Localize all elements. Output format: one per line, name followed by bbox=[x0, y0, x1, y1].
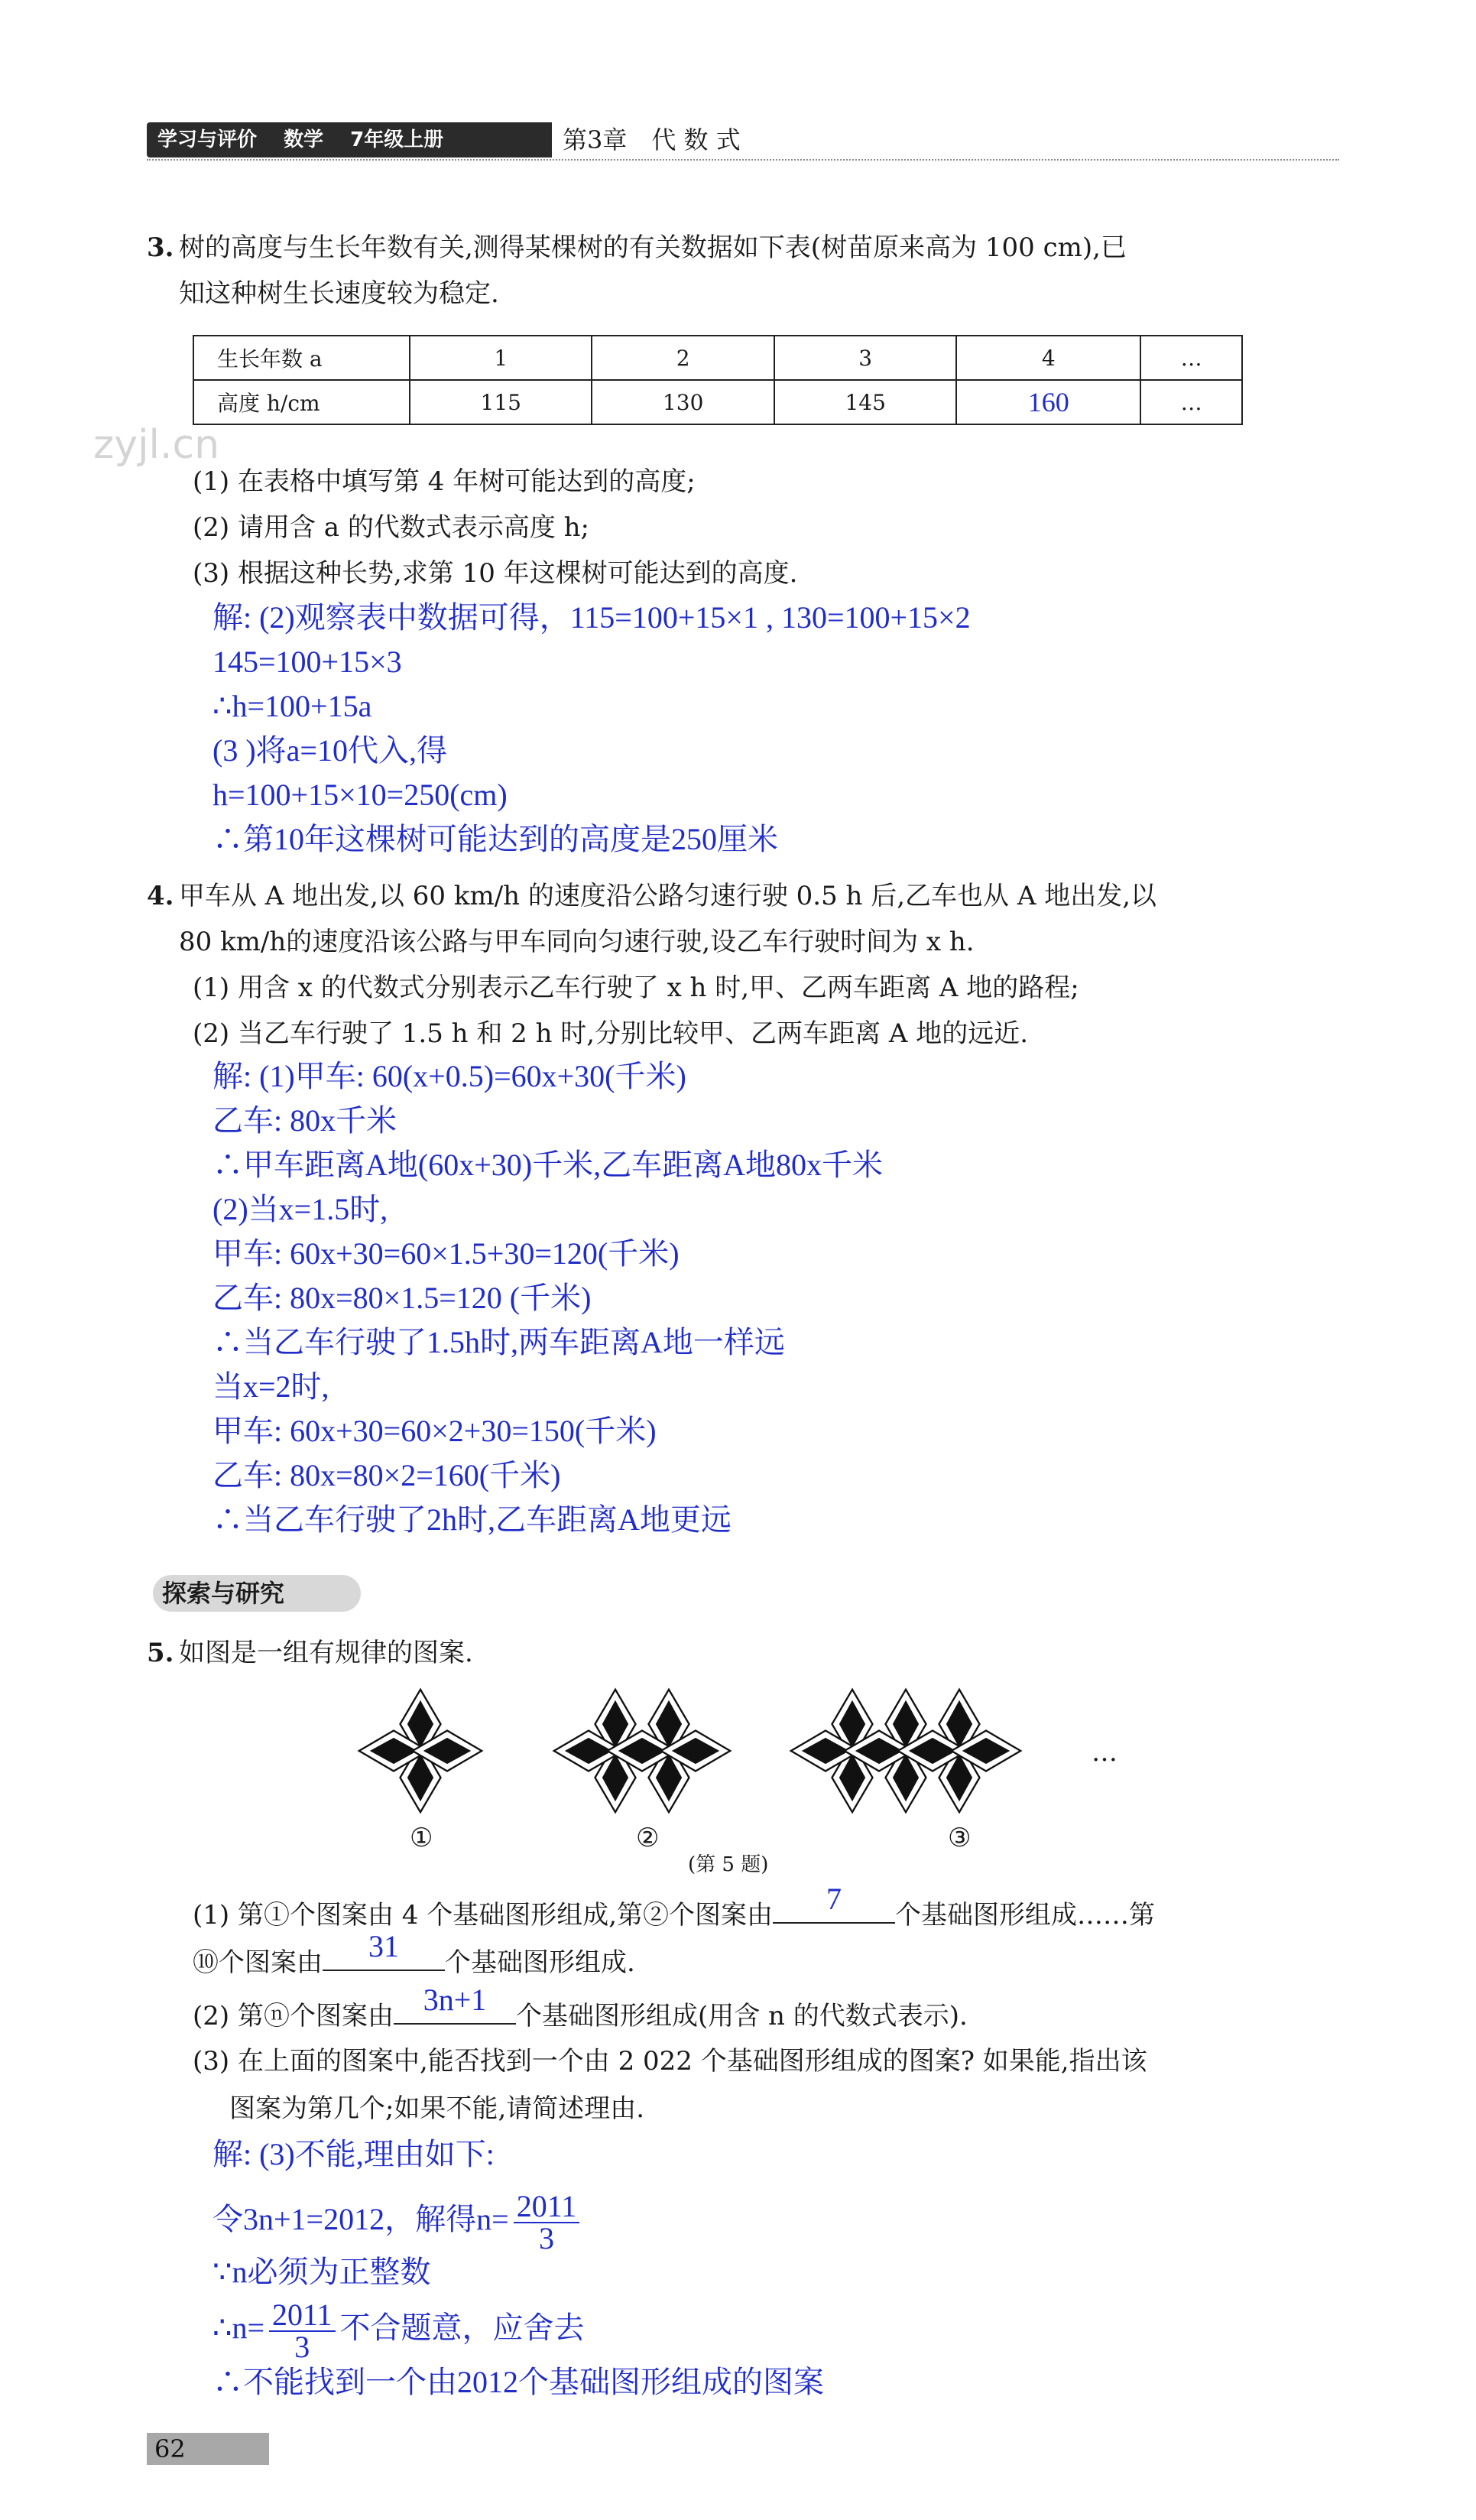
q5-part-1-text-c: ⑩个图案由 bbox=[193, 1947, 323, 1978]
figure-caption: (第 5 题) bbox=[688, 1853, 769, 1876]
figure-label-3: ③ bbox=[948, 1823, 972, 1853]
pattern-2 bbox=[554, 1690, 730, 1812]
answer-1: 7 bbox=[826, 1882, 842, 1916]
fraction-denominator: 3 bbox=[294, 2329, 310, 2364]
q5-solution-line bbox=[212, 2185, 584, 2254]
table-row-label: 生长年数 a bbox=[193, 336, 410, 380]
pattern-3 bbox=[791, 1690, 1020, 1812]
q5-part-1-text-b: 个基础图形组成……第 bbox=[895, 1900, 1156, 1931]
q4-solution-line: 解: (1)甲车: 60(x+0.5)=60x+30(千米) bbox=[212, 1059, 686, 1093]
q4-solution-line: 乙车: 80x=80×2=160(千米) bbox=[212, 1458, 561, 1492]
pattern-1 bbox=[359, 1690, 482, 1812]
table-cell: 145 bbox=[774, 380, 956, 424]
q4-part-2: (2) 当乙车行驶了 1.5 h 和 2 h 时,分别比较甲、乙两车距离 A 地的远近. bbox=[193, 1018, 1029, 1049]
q5-part-2 bbox=[193, 1983, 968, 2033]
answer-2: 31 bbox=[368, 1929, 399, 1963]
q5-text: 如图是一组有规律的图案. bbox=[179, 1638, 473, 1668]
table-cell: … bbox=[1140, 380, 1242, 424]
q4-part-1: (1) 用含 x 的代数式分别表示乙车行驶了 x h 时,甲、乙两车距离 A 地的路程; bbox=[193, 973, 1079, 1003]
q5-solution-line: ∴不能找到一个由2012个基础图形组成的图案 bbox=[212, 2365, 824, 2399]
table-cell: 1 bbox=[410, 336, 592, 380]
watermark: zyjl.cn bbox=[93, 422, 220, 468]
q5-part-1-text-a: (1) 第①个图案由 4 个基础图形组成,第②个图案由 bbox=[193, 1900, 774, 1931]
q4-solution-line: 甲车: 60x+30=60×2+30=150(千米) bbox=[212, 1414, 657, 1448]
q5-solution-line bbox=[212, 2294, 585, 2362]
q3-solution-line: 145=100+15×3 bbox=[212, 645, 402, 679]
q5-part-3-line1: (3) 在上面的图案中,能否找到一个由 2 022 个基础图形组成的图案? 如果能,指出该 bbox=[193, 2046, 1147, 2077]
answer-blank-1 bbox=[773, 1882, 895, 1924]
q5-part-1-text-d: 个基础图形组成. bbox=[445, 1947, 635, 1978]
table-cell: … bbox=[1140, 336, 1242, 380]
q5-solution-line: ∵n必须为正整数 bbox=[212, 2255, 431, 2289]
fraction bbox=[514, 2188, 580, 2255]
fraction-numerator: 2011 bbox=[269, 2300, 336, 2332]
q3-solution-line: h=100+15×10=250(cm) bbox=[212, 778, 508, 812]
q5-part-2-text-b: 个基础图形组成(用含 n 的代数式表示). bbox=[515, 2001, 968, 2031]
q4-solution-line: 甲车: 60x+30=60×1.5+30=120(千米) bbox=[212, 1236, 680, 1271]
table-row-label: 高度 h/cm bbox=[193, 380, 410, 424]
q3-number: 3. bbox=[147, 232, 174, 263]
q4-solution-line: (2)当x=1.5时, bbox=[212, 1192, 388, 1226]
book-title: 学习与评价 bbox=[157, 128, 258, 151]
q3-text-line1: 树的高度与生长年数有关,测得某棵树的有关数据如下表(树苗原来高为 100 cm),已 bbox=[179, 232, 1127, 263]
q3-solution-line: ∴第10年这棵树可能达到的高度是250厘米 bbox=[212, 822, 778, 856]
chapter-title: 第3章 代 数 式 bbox=[563, 125, 741, 154]
q3-data-table bbox=[193, 335, 1243, 425]
table-row bbox=[193, 336, 1242, 380]
q5-part-3-line2: 图案为第几个;如果不能,请简述理由. bbox=[229, 2093, 645, 2124]
header-divider bbox=[147, 159, 1339, 161]
q3-solution-line: ∴h=100+15a bbox=[212, 689, 372, 723]
answer-3: 3n+1 bbox=[423, 1983, 487, 2017]
figure-label-1: ① bbox=[410, 1823, 433, 1853]
q4-solution-line: ∴甲车距离A地(60x+30)千米,乙车距离A地80x千米 bbox=[212, 1148, 883, 1182]
fraction bbox=[269, 2297, 336, 2364]
table-cell: 4 bbox=[956, 336, 1140, 380]
table-row bbox=[193, 380, 1242, 424]
q4-text-line1: 甲车从 A 地出发,以 60 km/h 的速度沿公路匀速行驶 0.5 h 后,乙车也从 A 地出发,以 bbox=[179, 881, 1157, 911]
section-title: 探索与研究 bbox=[153, 1575, 361, 1612]
answer-blank-2 bbox=[323, 1929, 445, 1971]
q3-solution-line: 解: (2)观察表中数据可得，115=100+15×1 , 130=100+15×2 bbox=[212, 600, 971, 635]
q5-solution-text: 令3n+1=2012，解得n= bbox=[212, 2202, 509, 2236]
table-cell: 130 bbox=[592, 380, 774, 424]
q5-solution-text: 不合题意，应舍去 bbox=[339, 2311, 585, 2345]
q4-solution-line: 乙车: 80x千米 bbox=[212, 1103, 397, 1138]
fraction-numerator: 2011 bbox=[514, 2191, 580, 2223]
page-number-bar bbox=[147, 2433, 269, 2465]
q3-solution-line: (3 )将a=10代入,得 bbox=[212, 733, 447, 768]
book-header bbox=[147, 122, 552, 158]
q4-solution-line: 当x=2时, bbox=[212, 1369, 329, 1404]
figure-label-2: ② bbox=[636, 1823, 660, 1853]
q3-text-line2: 知这种树生长速度较为稳定. bbox=[179, 278, 499, 309]
q4-solution-line: ∴当乙车行驶了2h时,乙车距离A地更远 bbox=[212, 1502, 732, 1537]
book-grade: 7年级上册 bbox=[350, 128, 444, 151]
book-subject: 数学 bbox=[284, 128, 324, 151]
q4-number: 4. bbox=[147, 881, 174, 911]
answer-blank-3 bbox=[394, 1983, 516, 2025]
q3-part-1: (1) 在表格中填写第 4 年树可能达到的高度; bbox=[193, 466, 696, 497]
fraction-denominator: 3 bbox=[538, 2220, 554, 2255]
page-number: 62 bbox=[154, 2434, 186, 2463]
q5-part-1-line2 bbox=[193, 1929, 635, 1979]
q5-ellipsis: … bbox=[1092, 1737, 1118, 1768]
q4-solution-line: ∴当乙车行驶了1.5h时,两车距离A地一样远 bbox=[212, 1325, 785, 1359]
table-cell: 3 bbox=[774, 336, 956, 380]
q5-solution-text: ∴n= bbox=[212, 2311, 265, 2345]
q3-part-3: (3) 根据这种长势,求第 10 年这棵树可能达到的高度. bbox=[193, 558, 798, 589]
q5-pattern-figure bbox=[352, 1682, 1131, 1827]
table-answer-cell: 160 bbox=[956, 380, 1140, 424]
q5-part-1-line1 bbox=[193, 1882, 1156, 1932]
table-cell: 115 bbox=[410, 380, 592, 424]
q5-number: 5. bbox=[147, 1638, 174, 1668]
q4-solution-line: 乙车: 80x=80×1.5=120 (千米) bbox=[212, 1281, 592, 1315]
table-cell: 2 bbox=[592, 336, 774, 380]
q5-part-2-text-a: (2) 第ⓝ个图案由 bbox=[193, 2001, 394, 2031]
q4-text-line2: 80 km/h的速度沿该公路与甲车同向匀速行驶,设乙车行驶时间为 x h. bbox=[179, 927, 975, 957]
q3-part-2: (2) 请用含 a 的代数式表示高度 h; bbox=[193, 512, 590, 543]
q5-solution-line: 解: (3)不能,理由如下: bbox=[212, 2137, 495, 2171]
